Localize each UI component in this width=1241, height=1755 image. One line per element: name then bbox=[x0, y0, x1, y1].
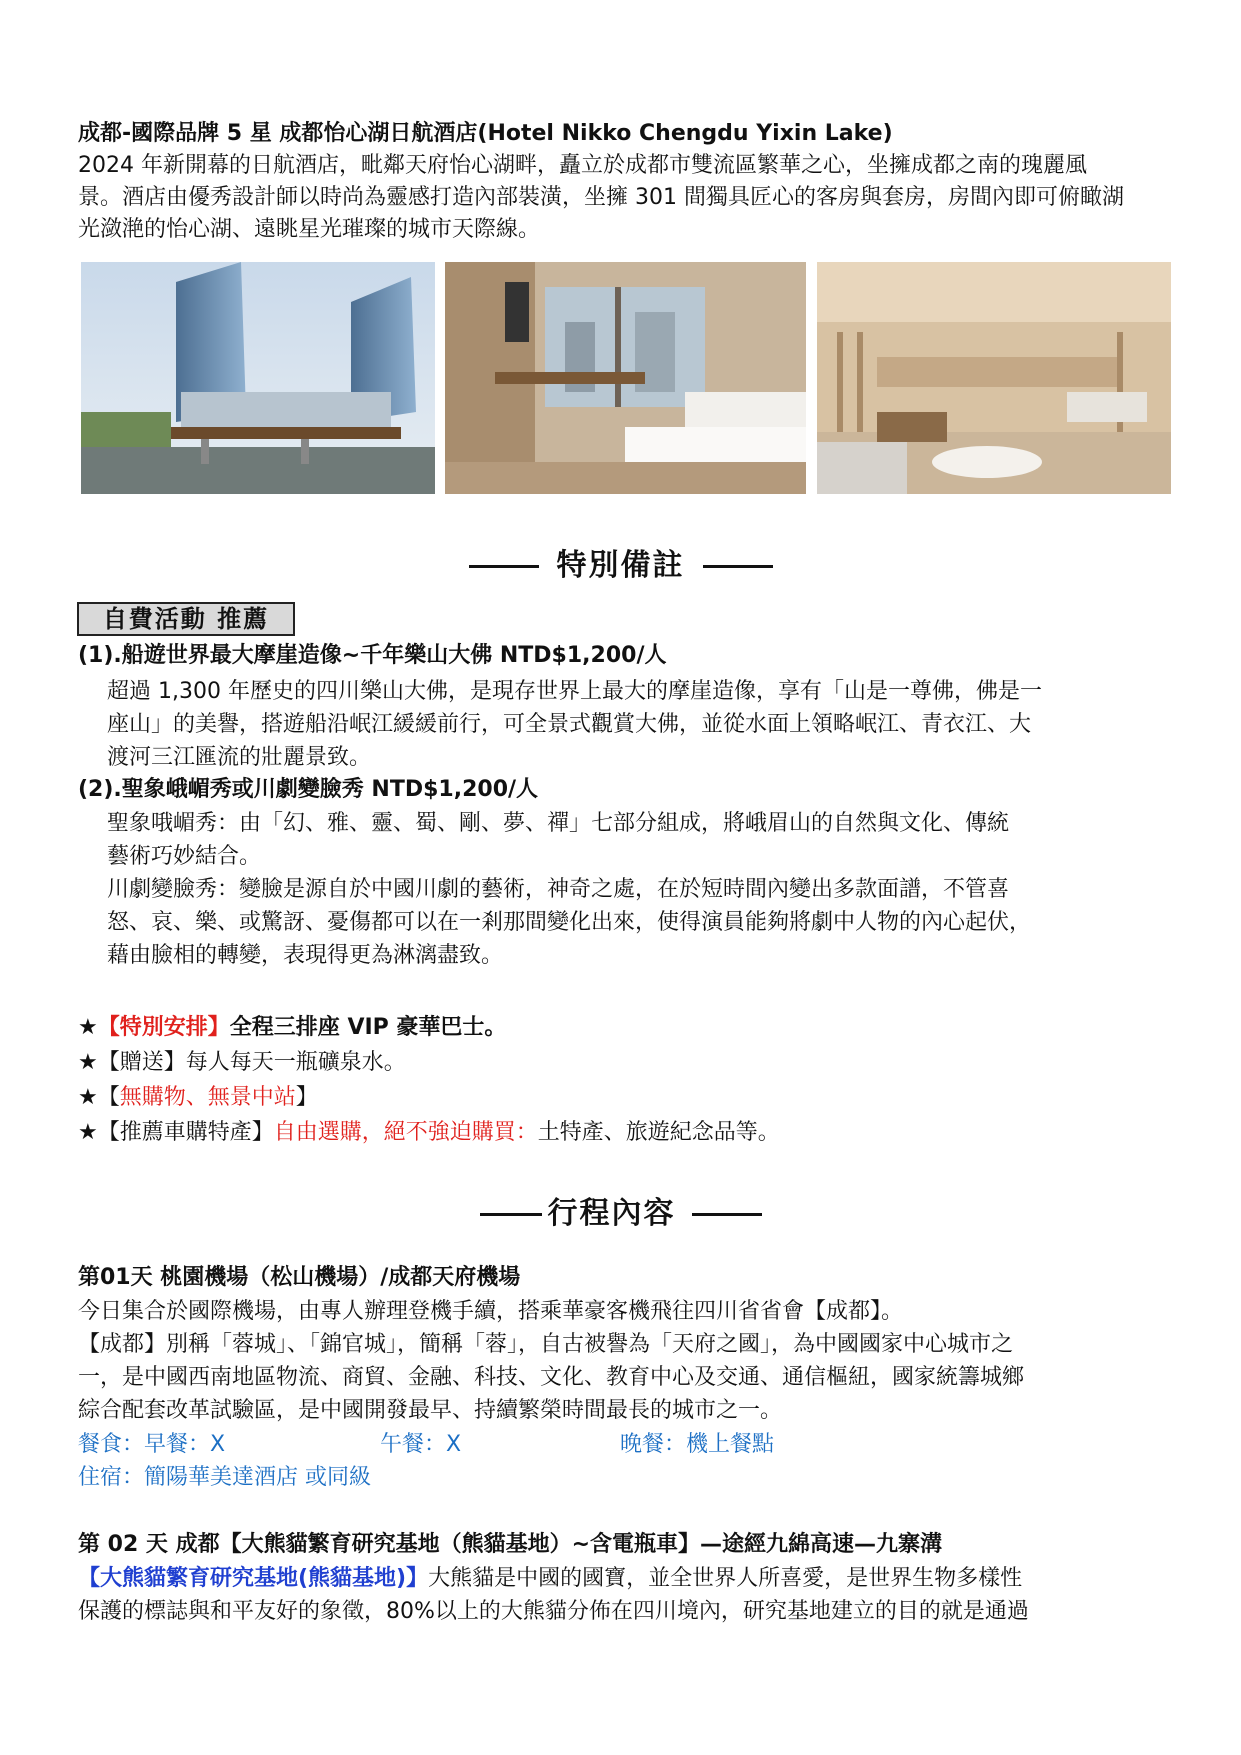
option-2-line: 川劇變臉秀：變臉是源自於中國川劇的藝術，神奇之處，在於短時間內變出多款面譜，不管喜 bbox=[107, 877, 1010, 902]
option-1-line: 超過 1,300 年歷史的四川樂山大佛，是現存世界上最大的摩崖造像，享有「山是一尊佛，佛是一 bbox=[107, 679, 1042, 704]
day1-line: 【成都】別稱「蓉城」、「錦官城」，簡稱「蓉」，自古被譽為「天府之國」，為中國國家中心城市之 bbox=[78, 1332, 1014, 1357]
note-recommend-red: 自由選購，絕不強迫購買： bbox=[273, 1120, 538, 1145]
option-2-title: (2).聖象峨嵋秀或川劇變臉秀 NTD$1,200/人 bbox=[78, 777, 539, 802]
note-special-text: 全程三排座 VIP 豪華巴士。 bbox=[229, 1015, 507, 1040]
option-2-line: 聖象哦嵋秀：由「幻、雅、靈、蜀、剛、夢、禪」七部分組成，將峨眉山的自然與文化、傳統 bbox=[107, 811, 1010, 836]
note-no-shopping-tag: 無購物、無景中站 bbox=[119, 1085, 296, 1110]
day1-meal-dinner: 晚餐：機上餐點 bbox=[620, 1432, 775, 1457]
star-icon: ★ bbox=[78, 1085, 98, 1110]
day2-title: 第 02 天 成都【大熊貓繁育研究基地（熊貓基地）~含電瓶車】—途經九綿高速—九寨溝 bbox=[78, 1532, 943, 1557]
day1-hotel: 住宿：簡陽華美達酒店 或同級 bbox=[78, 1465, 371, 1490]
note-special: ★【特別安排】全程三排座 VIP 豪華巴士。 bbox=[78, 1015, 507, 1040]
option-1-title: (1).船遊世界最大摩崖造像~千年樂山大佛 NTD$1,200/人 bbox=[78, 643, 667, 668]
note-gift-text: 【贈送】每人每天一瓶礦泉水。 bbox=[97, 1050, 406, 1075]
title-dash-right bbox=[703, 565, 773, 568]
section-title-text: 行程內容 bbox=[547, 1196, 676, 1231]
section-title-itinerary bbox=[0, 1194, 1241, 1234]
note-gift bbox=[78, 1047, 406, 1079]
note-recommend bbox=[78, 1117, 780, 1149]
option-1-line: 渡河三江匯流的壯麗景致。 bbox=[107, 745, 372, 770]
note-special-tag: 特別安排 bbox=[119, 1015, 208, 1040]
section-title-text: 特別備註 bbox=[556, 548, 685, 583]
title-dash-right bbox=[692, 1213, 762, 1216]
hotel-desc-line: 光潋滟的怡心湖、遠眺星光璀璨的城市天際線。 bbox=[78, 217, 541, 242]
day2-line: 保護的標誌與和平友好的象徵，80%以上的大熊貓分佈在四川境內，研究基地建立的目的就是通過 bbox=[78, 1599, 1029, 1624]
day2-line1-text: 大熊貓是中國的國寶，並全世界人所喜愛，是世界生物多樣性 bbox=[428, 1566, 1023, 1591]
hotel-exterior-photo bbox=[81, 262, 435, 494]
star-icon: ★ bbox=[78, 1015, 98, 1040]
option-1-line: 座山」的美譽，搭遊船沿岷江緩緩前行，可全景式觀賞大佛，並從水面上領略岷江、青衣江、大 bbox=[107, 712, 1032, 737]
title-dash-left bbox=[469, 565, 539, 568]
note-recommend-label: 【推薦車購特產】 bbox=[97, 1120, 274, 1145]
star-icon: ★ bbox=[78, 1050, 98, 1075]
section-title-notes bbox=[0, 546, 1241, 586]
day1-line: 今日集合於國際機場，由專人辦理登機手續，搭乘華豪客機飛往四川省省會【成都】。 bbox=[78, 1299, 904, 1324]
hotel-lobby-photo bbox=[817, 262, 1171, 494]
note-no-shopping: ★【無購物、無景中站】 bbox=[78, 1085, 318, 1110]
option-2-line: 藉由臉相的轉變，表現得更為淋漓盡致。 bbox=[107, 943, 504, 968]
hotel-title: 成都-國際品牌 5 星 成都怡心湖日航酒店(Hotel Nikko Chengdu Yixin Lake) bbox=[78, 121, 893, 146]
day1-line: 一，是中國西南地區物流、商貿、金融、科技、文化、教育中心及交通、通信樞紐，國家統籌城鄉 bbox=[78, 1365, 1025, 1390]
day2-line bbox=[78, 1563, 1022, 1595]
optional-activity-tag: 自費活動 推薦 bbox=[77, 602, 295, 636]
hotel-room-photo bbox=[445, 262, 806, 494]
star-icon: ★ bbox=[78, 1120, 98, 1145]
option-2-line: 怒、哀、樂、或驚訝、憂傷都可以在一剎那間變化出來，使得演員能夠將劇中人物的內心起伏， bbox=[107, 910, 1032, 935]
title-dash-left bbox=[480, 1213, 542, 1216]
day1-meal-lunch: 午餐：X bbox=[380, 1432, 462, 1457]
hotel-desc-line: 景。酒店由優秀設計師以時尚為靈感打造內部裝潢，坐擁 301 間獨具匠心的客房與套房，房間內即可俯瞰湖 bbox=[78, 185, 1124, 210]
note-recommend-text: 土特產、旅遊紀念品等。 bbox=[537, 1120, 780, 1145]
day1-title: 第01天 桃園機場（松山機場）/成都天府機場 bbox=[78, 1265, 521, 1290]
option-2-line: 藝術巧妙結合。 bbox=[107, 844, 262, 869]
day1-line: 綜合配套改革試驗區，是中國開發最早、持續繁榮時間最長的城市之一。 bbox=[78, 1398, 783, 1423]
day1-meal-breakfast: 餐食：早餐：X bbox=[78, 1432, 226, 1457]
day2-highlight: 【大熊貓繁育研究基地(熊貓基地)】 bbox=[78, 1566, 429, 1591]
hotel-desc-line: 2024 年新開幕的日航酒店，毗鄰天府怡心湖畔，矗立於成都市雙流區繁華之心，坐擁成都之南的瑰麗風 bbox=[78, 153, 1087, 178]
